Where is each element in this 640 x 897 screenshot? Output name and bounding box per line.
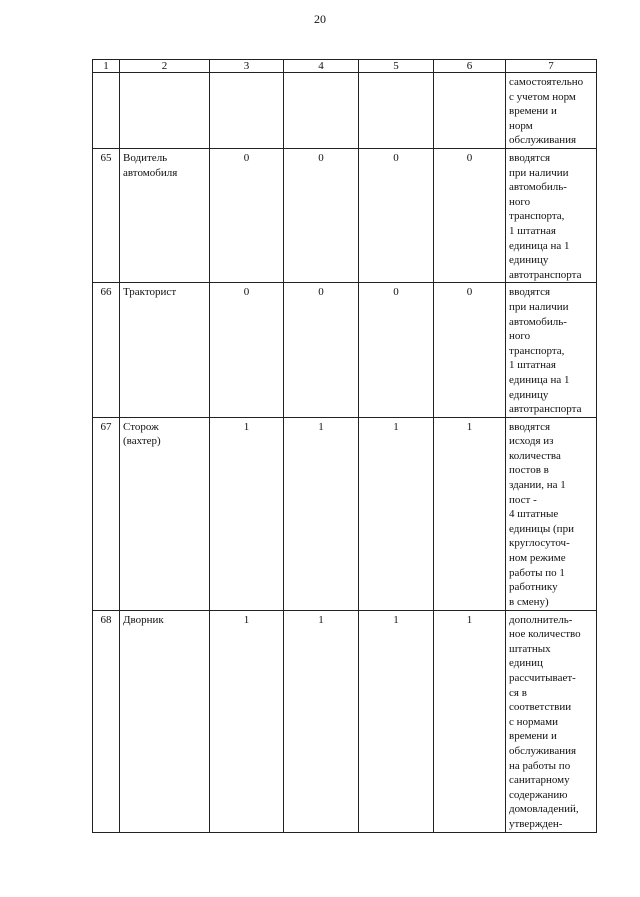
value-col-5: 0 bbox=[359, 283, 434, 417]
row-number: 65 bbox=[93, 149, 120, 283]
note-line: соответствии bbox=[509, 701, 572, 714]
note-line: обслуживания bbox=[509, 745, 577, 758]
value-col-5: 0 bbox=[359, 149, 434, 283]
note-line: единицы (при bbox=[509, 522, 574, 535]
value-col-5 bbox=[359, 73, 434, 149]
value-col-4: 1 bbox=[284, 610, 359, 832]
note-line: постов в bbox=[509, 464, 549, 477]
note-line: единицу bbox=[509, 388, 549, 401]
page-number: 20 bbox=[314, 12, 326, 26]
note-line: дополнитель- bbox=[509, 613, 573, 626]
position-name bbox=[120, 417, 210, 610]
value-col-4: 1 bbox=[284, 417, 359, 610]
position-name-line: Водитель bbox=[123, 152, 168, 164]
note-line: количества bbox=[509, 449, 561, 462]
note-line: автомобиль- bbox=[509, 315, 567, 328]
row-number: 67 bbox=[93, 417, 120, 610]
note-line: транспорта, bbox=[509, 210, 565, 223]
note-cell bbox=[506, 149, 597, 283]
staff-norms-table bbox=[92, 59, 597, 833]
position-name-line: автомобиля bbox=[123, 166, 178, 179]
note-line: вводятся bbox=[509, 152, 551, 164]
note-line: 1 штатная bbox=[509, 359, 556, 372]
header-cell-2: 2 bbox=[120, 60, 210, 73]
value-col-5: 1 bbox=[359, 610, 434, 832]
value-col-3 bbox=[210, 73, 284, 149]
value-col-6: 1 bbox=[434, 610, 506, 832]
note-line: штатных bbox=[509, 642, 551, 655]
header-row bbox=[93, 60, 597, 73]
note-line: автотранспорта bbox=[509, 268, 582, 281]
note-cell bbox=[506, 73, 597, 149]
note-line: 4 штатные bbox=[509, 508, 559, 521]
note-cell bbox=[506, 283, 597, 417]
header-cell-6: 6 bbox=[434, 60, 506, 73]
note-line: времени и bbox=[509, 730, 557, 743]
note-cell bbox=[506, 610, 597, 832]
table-row bbox=[93, 73, 597, 149]
note-line: единиц bbox=[509, 657, 543, 670]
position-name bbox=[120, 283, 210, 417]
value-col-5: 1 bbox=[359, 417, 434, 610]
note-line: круглосуточ- bbox=[509, 537, 570, 550]
position-name bbox=[120, 149, 210, 283]
value-col-4: 0 bbox=[284, 283, 359, 417]
value-col-6: 0 bbox=[434, 283, 506, 417]
value-col-4 bbox=[284, 73, 359, 149]
table-row bbox=[93, 610, 597, 832]
note-line: с учетом норм bbox=[509, 90, 576, 103]
note-line: в смену) bbox=[509, 595, 549, 608]
note-line: ного bbox=[509, 330, 531, 343]
value-col-3: 0 bbox=[210, 149, 284, 283]
row-number: 68 bbox=[93, 610, 120, 832]
header-cell-5: 5 bbox=[359, 60, 434, 73]
note-line: домовладений, bbox=[509, 803, 579, 816]
note-line: пост - bbox=[509, 493, 537, 506]
value-col-3: 1 bbox=[210, 610, 284, 832]
row-number bbox=[93, 73, 120, 149]
note-line: с нормами bbox=[509, 715, 558, 728]
note-cell bbox=[506, 417, 597, 610]
note-line: содержанию bbox=[509, 788, 568, 801]
note-line: времени и bbox=[509, 105, 557, 118]
header-cell-1: 1 bbox=[93, 60, 120, 73]
note-line: на работы по bbox=[509, 759, 571, 772]
value-col-6 bbox=[434, 73, 506, 149]
note-line: 1 штатная bbox=[509, 224, 556, 237]
value-col-6: 1 bbox=[434, 417, 506, 610]
note-line: единица на 1 bbox=[509, 239, 570, 252]
table-row bbox=[93, 149, 597, 283]
note-line: работнику bbox=[509, 581, 558, 594]
note-line: утвержден- bbox=[509, 818, 563, 830]
position-name-line: Тракторист bbox=[123, 286, 177, 299]
note-line: исходя из bbox=[509, 435, 554, 448]
note-line: автотранспорта bbox=[509, 403, 582, 416]
note-line: вводятся bbox=[509, 420, 551, 433]
note-line: ное количество bbox=[509, 628, 581, 641]
position-name bbox=[120, 610, 210, 832]
note-line: транспорта, bbox=[509, 344, 565, 357]
position-name-line: Сторож bbox=[123, 420, 159, 433]
table-row bbox=[93, 417, 597, 610]
note-line: здании, на 1 bbox=[509, 479, 566, 492]
position-name-line: Дворник bbox=[123, 613, 164, 626]
header-cell-4: 4 bbox=[284, 60, 359, 73]
note-line: единицу bbox=[509, 254, 549, 267]
table-row bbox=[93, 283, 597, 417]
note-line: санитарному bbox=[509, 774, 570, 787]
value-col-6: 0 bbox=[434, 149, 506, 283]
header-cell-3: 3 bbox=[210, 60, 284, 73]
value-col-4: 0 bbox=[284, 149, 359, 283]
note-line: единица на 1 bbox=[509, 373, 570, 386]
position-name bbox=[120, 73, 210, 149]
note-line: работы по 1 bbox=[509, 566, 565, 579]
note-line: обслуживания bbox=[509, 134, 577, 147]
note-line: самостоятельно bbox=[509, 76, 584, 88]
row-number: 66 bbox=[93, 283, 120, 417]
note-line: ном режиме bbox=[509, 552, 566, 565]
note-line: при наличии bbox=[509, 166, 569, 179]
note-line: автомобиль- bbox=[509, 181, 567, 194]
note-line: ного bbox=[509, 195, 531, 208]
note-line: вводятся bbox=[509, 286, 551, 299]
header-cell-7: 7 bbox=[506, 60, 597, 73]
note-line: рассчитывает- bbox=[509, 672, 576, 685]
note-line: при наличии bbox=[509, 300, 569, 313]
note-line: ся в bbox=[509, 686, 527, 699]
position-name-line: (вахтер) bbox=[123, 435, 161, 448]
value-col-3: 1 bbox=[210, 417, 284, 610]
note-line: норм bbox=[509, 119, 533, 132]
value-col-3: 0 bbox=[210, 283, 284, 417]
